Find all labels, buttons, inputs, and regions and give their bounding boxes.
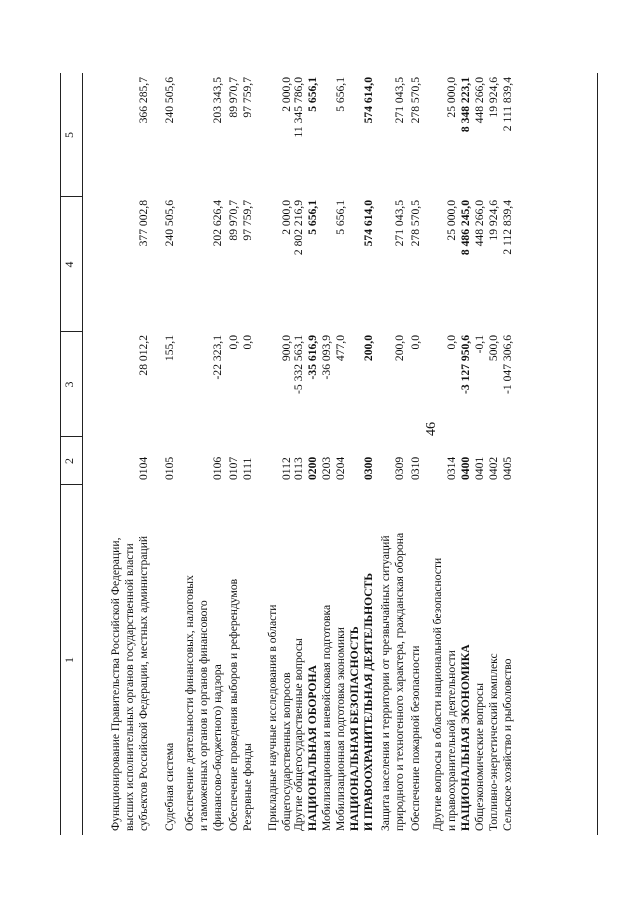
page-number: 46 <box>424 422 439 436</box>
row-value-col-3: 900,0 <box>280 335 293 362</box>
row-code: 0203 <box>320 456 333 480</box>
row-value-col-4: 8 486 245,0 <box>459 200 472 256</box>
row-name-line: Другие общегосударственные вопросы <box>292 638 305 831</box>
row-name <box>292 495 306 831</box>
row-value-col-5: 5 656,1 <box>334 77 347 112</box>
row-value-col-4: 5 656,1 <box>306 200 319 235</box>
row-value-col-4: 574 614,0 <box>362 200 375 247</box>
row-name <box>320 495 334 831</box>
row-value-col-4: 2 112 839,4 <box>501 200 514 255</box>
row-value-col-3: 200,0 <box>362 335 375 362</box>
row-name-line: природного и техногенного характера, гражданская оборона <box>393 532 406 831</box>
header-col-2: 2 <box>62 458 76 464</box>
row-name-line: Резервные фонды <box>241 743 254 831</box>
row-name-line: и правоохранительной деятельности <box>445 650 458 831</box>
row-name <box>409 495 423 831</box>
row-name-line: Другие вопросы в области национальной безопасности <box>431 557 444 831</box>
row-value-col-3: 0,0 <box>445 335 458 350</box>
table-top-rule <box>60 73 61 835</box>
row-value-col-3: 155,1 <box>163 335 176 362</box>
row-name-line: общегосударственных вопросов <box>280 672 293 831</box>
row-value-col-3: -3 127 950,6 <box>459 335 472 394</box>
row-name-line: Сельское хозяйство и рыболовство <box>501 658 514 831</box>
row-name <box>163 495 177 831</box>
row-code: 0400 <box>459 456 472 480</box>
row-value-col-3: 200,0 <box>393 335 406 362</box>
header-col-1: 1 <box>62 657 76 663</box>
row-code: 0107 <box>227 456 240 480</box>
row-value-col-5: 2 111 839,4 <box>501 77 514 132</box>
row-name-line: Функционирование Правительства Российской Федерации, <box>109 537 122 831</box>
row-name-line: Обеспечение деятельности финансовых, налоговых <box>183 575 196 831</box>
row-code: 0204 <box>334 456 347 480</box>
row-value-col-5: 448 266,0 <box>473 77 486 124</box>
row-value-col-5: 11 345 786,0 <box>292 77 305 138</box>
row-name <box>487 495 501 831</box>
row-value-col-3: 28 012,2 <box>137 335 150 376</box>
row-value-col-5: 240 505,6 <box>163 77 176 124</box>
row-value-col-4: 19 924,6 <box>487 200 500 241</box>
budget-table <box>60 73 598 835</box>
row-value-col-3: -35 616,9 <box>306 335 319 380</box>
row-name-line: и таможенных органов и органов финансового <box>197 600 210 831</box>
row-value-col-4: 240 505,6 <box>163 200 176 247</box>
row-value-col-3: -22 323,1 <box>211 335 224 380</box>
row-code: 0405 <box>501 456 514 480</box>
row-name-line: Судебная система <box>163 742 176 831</box>
row-name <box>109 495 151 831</box>
row-value-col-4: 377 002,8 <box>137 200 150 247</box>
table-bottom-rule <box>597 73 598 835</box>
row-name-line: (финансово-бюджетного) надзора <box>211 664 224 831</box>
header-col-3: 3 <box>62 381 76 388</box>
row-name-line: субъектов Российской Федерации, местных администраций <box>137 535 150 831</box>
row-value-col-4: 25 000,0 <box>445 200 458 241</box>
row-code: 0112 <box>280 457 293 480</box>
row-value-col-3: 0,0 <box>241 335 254 350</box>
row-value-col-5: 19 924,6 <box>487 77 500 118</box>
row-name <box>473 495 487 831</box>
row-name <box>348 495 376 831</box>
row-name-line: Общеэкономические вопросы <box>473 683 486 831</box>
row-value-col-3: 477,0 <box>334 335 347 362</box>
row-value-col-5: 25 000,0 <box>445 77 458 118</box>
row-name-line: Мобилизационная подготовка экономики <box>334 627 347 831</box>
row-value-col-3: -36 093,9 <box>320 335 333 380</box>
row-value-col-4: 2 000,0 <box>280 200 293 235</box>
row-value-col-5: 8 348 223,1 <box>459 77 472 133</box>
row-value-col-5: 278 570,5 <box>409 77 422 124</box>
row-name-line: НАЦИОНАЛЬНАЯ ЭКОНОМИКА <box>459 644 472 831</box>
row-name-line: Мобилизационная и вневойсковая подготовка <box>320 604 333 831</box>
row-name <box>431 495 459 831</box>
row-value-col-5: 366 285,7 <box>137 77 150 124</box>
row-value-col-3: 0,0 <box>409 335 422 350</box>
row-name-line: И ПРАВООХРАНИТЕЛЬНАЯ ДЕЯТЕЛЬНОСТЬ <box>362 572 375 831</box>
row-name <box>183 495 225 831</box>
row-code: 0111 <box>241 457 254 480</box>
row-value-col-4: 271 043,5 <box>393 200 406 247</box>
row-code: 0200 <box>306 456 319 480</box>
row-code: 0401 <box>473 456 486 480</box>
row-value-col-4: 5 656,1 <box>334 200 347 235</box>
header-col-5: 5 <box>62 132 76 138</box>
row-name-line: НАЦИОНАЛЬНАЯ ОБОРОНА <box>306 665 319 831</box>
row-code: 0113 <box>292 457 305 480</box>
row-code: 0300 <box>362 456 375 480</box>
row-name <box>241 495 255 831</box>
row-code: 0314 <box>445 456 458 480</box>
row-name <box>266 495 294 831</box>
row-code: 0402 <box>487 456 500 480</box>
row-value-col-4: 89 970,7 <box>227 200 240 241</box>
row-value-col-3: 500,0 <box>487 335 500 362</box>
row-value-col-4: 278 570,5 <box>409 200 422 247</box>
row-value-col-3: -1 047 306,6 <box>501 335 514 394</box>
row-name-line: высших исполнительных органов государственной власти <box>123 543 136 831</box>
row-code: 0106 <box>211 456 224 480</box>
row-name-line: Обеспечение пожарной безопасности <box>409 645 422 831</box>
header-col-4: 4 <box>62 261 76 268</box>
row-value-col-4: 202 626,4 <box>211 200 224 247</box>
row-name-line: Топливно-энергетический комплекс <box>487 653 500 831</box>
row-value-col-5: 271 043,5 <box>393 77 406 124</box>
row-value-col-4: 97 759,7 <box>241 200 254 241</box>
row-value-col-4: 2 802 216,9 <box>292 200 305 256</box>
row-value-col-5: 203 343,5 <box>211 77 224 124</box>
row-code: 0309 <box>393 456 406 480</box>
row-name <box>306 495 320 831</box>
row-code: 0310 <box>409 456 422 480</box>
row-name-line: НАЦИОНАЛЬНАЯ БЕЗОПАСНОСТЬ <box>348 626 361 831</box>
row-value-col-5: 574 614,0 <box>362 77 375 124</box>
row-value-col-3: -5 332 563,1 <box>292 335 305 394</box>
row-value-col-3: -0,1 <box>473 335 486 354</box>
row-name <box>334 495 348 831</box>
row-value-col-5: 89 970,7 <box>227 77 240 118</box>
row-name-line: Защита населения и территории от чрезвычайных ситуаций <box>379 535 392 831</box>
row-code: 0104 <box>137 456 150 480</box>
row-name <box>379 495 407 831</box>
row-value-col-5: 2 000,0 <box>280 77 293 112</box>
row-name <box>459 495 473 831</box>
table-header-rule <box>82 73 83 835</box>
row-name-line: Прикладные научные исследования в области <box>266 604 279 831</box>
row-value-col-5: 97 759,7 <box>241 77 254 118</box>
row-name <box>227 495 241 831</box>
row-name-line: Обеспечение проведения выборов и референдумов <box>227 578 240 831</box>
row-value-col-5: 5 656,1 <box>306 77 319 112</box>
row-value-col-3: 0,0 <box>227 335 240 350</box>
row-name <box>501 495 515 831</box>
row-code: 0105 <box>163 456 176 480</box>
row-value-col-4: 448 266,0 <box>473 200 486 247</box>
